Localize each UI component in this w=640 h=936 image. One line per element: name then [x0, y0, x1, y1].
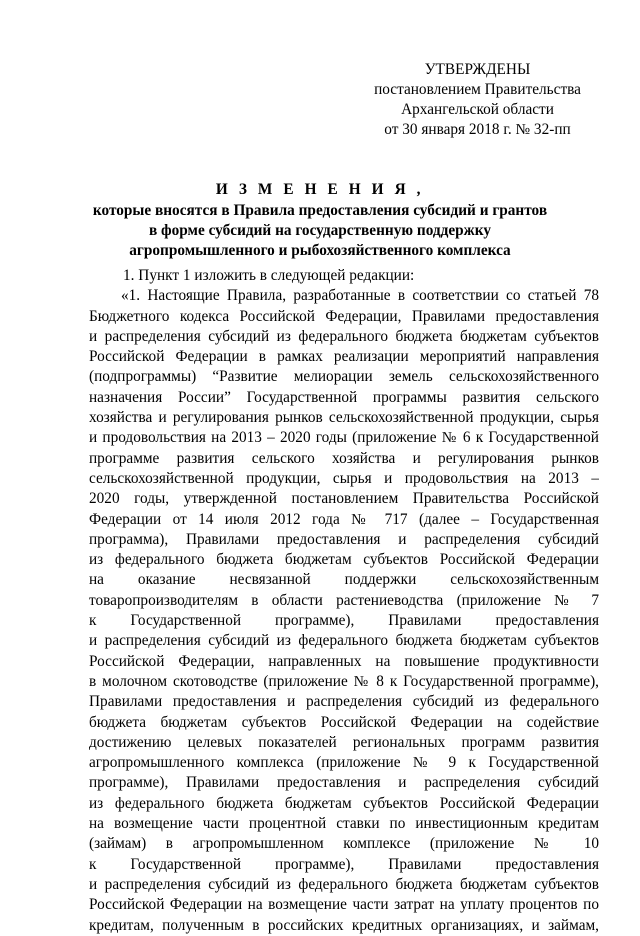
paragraph-line: товаропроизводителям в области растениеводства (приложение № 7 — [89, 591, 599, 609]
paragraph-line: к Государственной программе), Правилами предоставления — [89, 612, 599, 630]
paragraph-line: Российской Федерации, направленных на повышение продуктивности — [89, 652, 599, 670]
approval-line: Архангельской области — [401, 101, 554, 118]
heading-line: в форме субсидий на государственную поддержку — [148, 222, 492, 239]
paragraph-line: Российской Федерации в рамках реализации мероприятий направления — [89, 348, 599, 366]
heading-line: агропромышленного и рыбохозяйственного комплекса — [129, 242, 511, 259]
approval-line: от 30 января 2018 г. № 32-пп — [384, 121, 571, 138]
heading-line: которые вносятся в Правила предоставления субсидий и грантов — [92, 202, 548, 219]
paragraph-line: и распределения субсидий из федерального бюджета бюджетам субъектов — [89, 632, 599, 650]
paragraph-line: хозяйства и регулирования рынков сельскохозяйственной продукции, сырья — [89, 409, 599, 427]
paragraph-line: «1. Настоящие Правила, разработанные в соответствии со статьей 78 — [121, 287, 599, 305]
paragraph-line: 2020 годы, утвержденной постановлением Правительства Российской — [89, 490, 599, 508]
paragraph-line: сельскохозяйственной продукции, сырья и продовольствия на 2013 – — [89, 469, 599, 487]
paragraph-line: из федерального бюджета бюджетам субъектов Российской Федерации — [89, 551, 599, 569]
paragraph-line: Бюджетного кодекса Российской Федерации, Правилами предоставления — [89, 307, 599, 325]
paragraph-line: (займам) в агропромышленном комплексе (приложение № 10 — [89, 835, 599, 853]
paragraph-line: программе), Правилами предоставления и распределения субсидий — [89, 774, 599, 792]
paragraph-line: программа), Правилами предоставления и распределения субсидий — [89, 530, 599, 548]
paragraph-line: бюджета бюджетам субъектов Российской Федерации на содействие — [89, 713, 599, 731]
paragraph-line: достижению целевых показателей региональных программ развития — [89, 733, 599, 751]
document-heading — [70, 180, 570, 261]
paragraph-line: кредитам, полученным в российских кредитных организациях, и займам, — [89, 916, 599, 934]
approval-title: УТВЕРЖДЕНЫ — [424, 61, 531, 78]
paragraph-line: 1. Пункт 1 изложить в следующей редакции: — [123, 267, 415, 284]
paragraph-line: назначения России” Государственной программы развития сельского — [89, 388, 599, 406]
approval-stamp — [355, 60, 600, 140]
paragraph-line: (подпрограммы) “Развитие мелиорации земель сельскохозяйственного — [89, 368, 599, 386]
paragraph-line: Российской Федерации на возмещение части затрат на уплату процентов по — [89, 896, 599, 914]
paragraph-line: из федерального бюджета бюджетам субъектов Российской Федерации — [89, 794, 599, 812]
paragraph-line: программе развития сельского хозяйства и регулирования рынков — [89, 449, 599, 467]
paragraph-line: Федерации от 14 июля 2012 года № 717 (далее – Государственная — [89, 510, 599, 528]
paragraph-line: на оказание несвязанной поддержки сельскохозяйственным — [89, 571, 599, 589]
paragraph-line: на возмещение части процентной ставки по инвестиционным кредитам — [89, 815, 599, 833]
approval-line: постановлением Правительства — [374, 81, 581, 98]
paragraph-line: и распределения субсидий из федерального бюджета бюджетам субъектов — [89, 875, 599, 893]
heading-title: И З М Е Н Е Н И Я , — [215, 181, 425, 198]
paragraph-line: и распределения субсидий из федерального бюджета бюджетам субъектов — [89, 327, 599, 345]
paragraph-line: к Государственной программе), Правилами предоставления — [89, 855, 599, 873]
paragraph-line: Правилами предоставления и распределения субсидий из федерального — [89, 693, 599, 711]
paragraph-line: агропромышленного комплекса (приложение № 9 к Государственной — [89, 754, 599, 772]
paragraph-line: и продовольствия на 2013 – 2020 годы (приложение № 6 к Государственной — [89, 429, 599, 447]
body-text — [89, 266, 599, 936]
paragraph-line: в молочном скотоводстве (приложение № 8 к Государственной программе), — [89, 672, 599, 690]
